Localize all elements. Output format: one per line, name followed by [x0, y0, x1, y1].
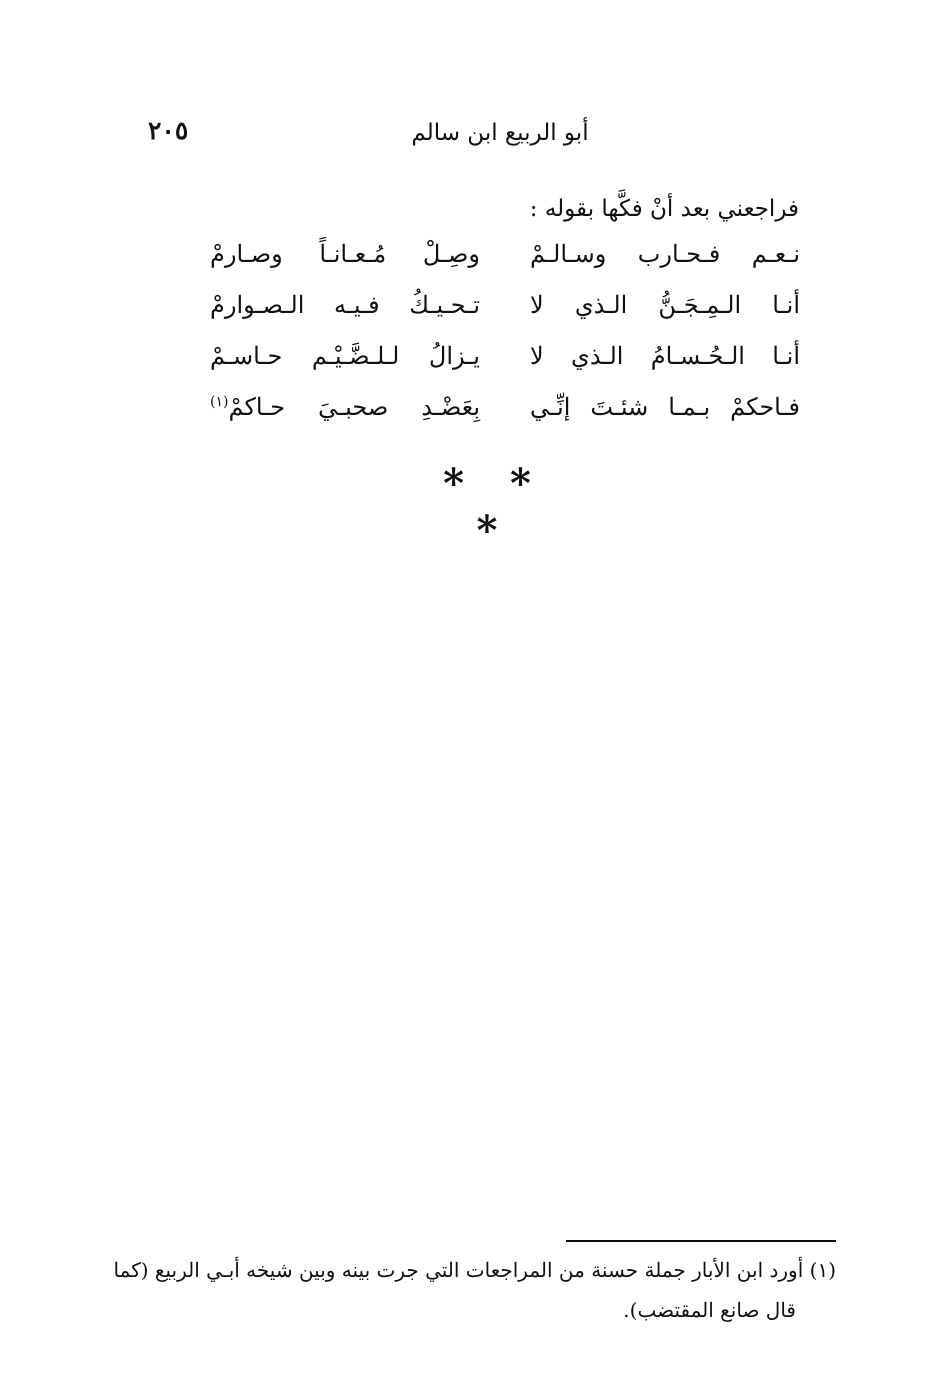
verse-second-hemistich: تـحـيـكُ فـيـه الـصـوارمْ	[210, 291, 480, 319]
verse-first-hemistich: فـاحكمْ بـمـا شئـتَ إنِّـي	[530, 393, 800, 421]
page-number: ٢٠٥	[148, 116, 189, 145]
verse-row	[200, 240, 800, 291]
verse-second-hemistich: وصِـلْ مُـعـانـاً وصـارمْ	[210, 240, 480, 268]
poem	[200, 240, 800, 444]
running-title: أبو الربيع ابن سالم	[411, 120, 589, 146]
verse-second-hemistich-text: بِعَضْـدِ صحبـيَ حـاكمْ	[228, 393, 480, 421]
footnote-line: قال صانع المقتضب).	[623, 1298, 796, 1322]
verse-second-hemistich	[210, 393, 480, 421]
footnote-reference: (١)	[210, 394, 229, 410]
section-separator: * * *	[443, 460, 547, 554]
footnote	[113, 1250, 836, 1330]
verse-row	[200, 291, 800, 342]
verse-second-hemistich: يـزالُ لـلـضَّـيْـم حـاسـمْ	[210, 342, 480, 370]
verse-first-hemistich: أنـا الـحُـسـامُ الـذي لا	[530, 342, 800, 370]
verse-first-hemistich: نـعـم فـحـارب وسـالـمْ	[530, 240, 800, 268]
intro-line: فراجعني بعد أنْ فكَّها بقوله :	[529, 196, 799, 222]
footnote-divider	[566, 1240, 836, 1242]
verse-first-hemistich: أنـا الـمِـجَـنُّ الـذي لا	[530, 291, 800, 319]
footnote-line: (١) أورد ابن الأبار جملة حسنة من المراجعات التي جرت بينه وبين شيخه أبـي الربيع (كما	[113, 1258, 836, 1282]
verse-row	[200, 342, 800, 393]
verse-row	[200, 393, 800, 444]
